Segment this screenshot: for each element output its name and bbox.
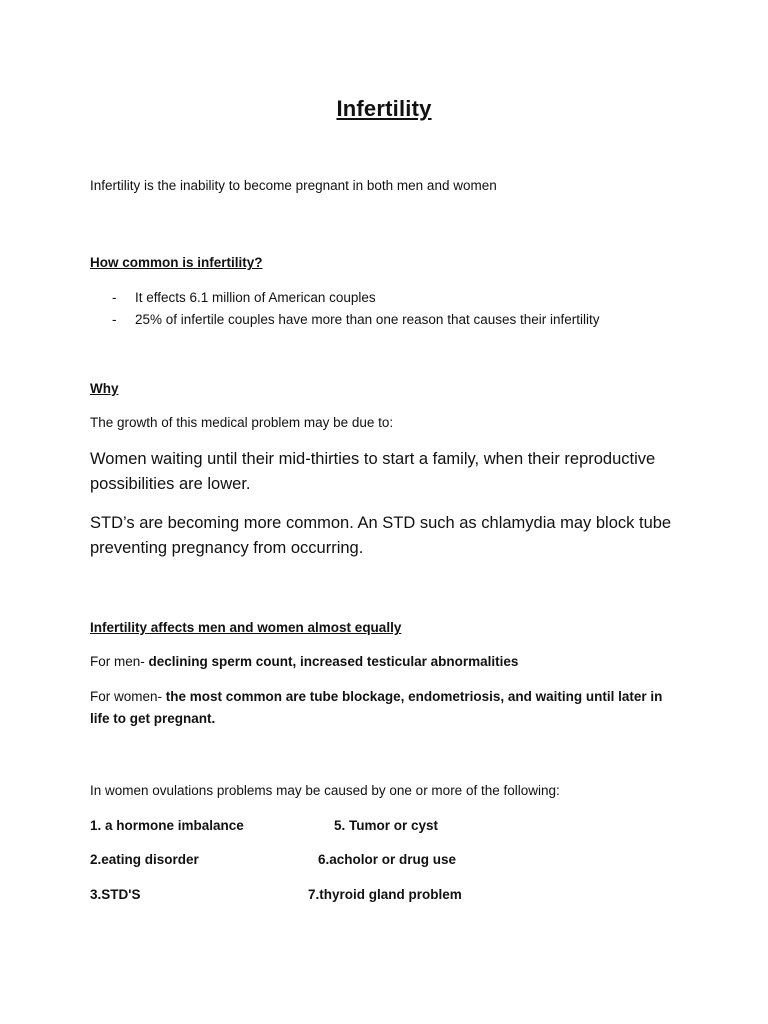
heading-why: Why [90, 381, 119, 396]
list-item: 7.thyroid gland problem [308, 887, 462, 902]
list-item: 1. a hormone imbalance [90, 818, 244, 833]
list-item: 6.acholor or drug use [318, 852, 457, 867]
page-title: Infertility [336, 96, 432, 121]
men-prefix: For men- [90, 654, 149, 669]
list-item: 2.eating disorder [90, 852, 199, 867]
heading-how-common: How common is infertility? [90, 255, 263, 270]
heading-affects-equally: Infertility affects men and women almost equally [90, 620, 402, 635]
bullet-text: 25% of infertile couples have more than one reason that causes their infertility [135, 312, 600, 327]
bullet-dash: - [112, 312, 117, 327]
women-line [90, 689, 662, 704]
intro-paragraph: Infertility is the inability to become pregnant in both men and women [90, 178, 497, 193]
list-item: 5. Tumor or cyst [334, 818, 439, 833]
women-text: the most common are tube blockage, endometriosis, and waiting until later in [165, 689, 663, 704]
men-text: declining sperm count, increased testicular abnormalities [148, 654, 519, 669]
men-line [90, 654, 518, 669]
women-prefix: For women- [90, 689, 166, 704]
list-item [0, 312, 768, 330]
ovulation-lead: In women ovulations problems may be caused by one or more of the following: [90, 783, 560, 798]
list-item: 3.STD'S [90, 887, 141, 902]
reason-paragraph-2: STD’s are becoming more common. An STD such as chlamydia may block tube preventing pregnancy from occurring. [90, 514, 672, 557]
why-lead: The growth of this medical problem may be due to: [90, 415, 394, 430]
women-text-continued: life to get pregnant. [90, 711, 216, 726]
bullet-dash: - [112, 290, 117, 305]
list-item [0, 290, 768, 308]
reason-paragraph-1: Women waiting until their mid-thirties to start a family, when their reproductive possibilities are lower. [90, 450, 656, 493]
bullet-text: It effects 6.1 million of American couples [135, 290, 376, 305]
